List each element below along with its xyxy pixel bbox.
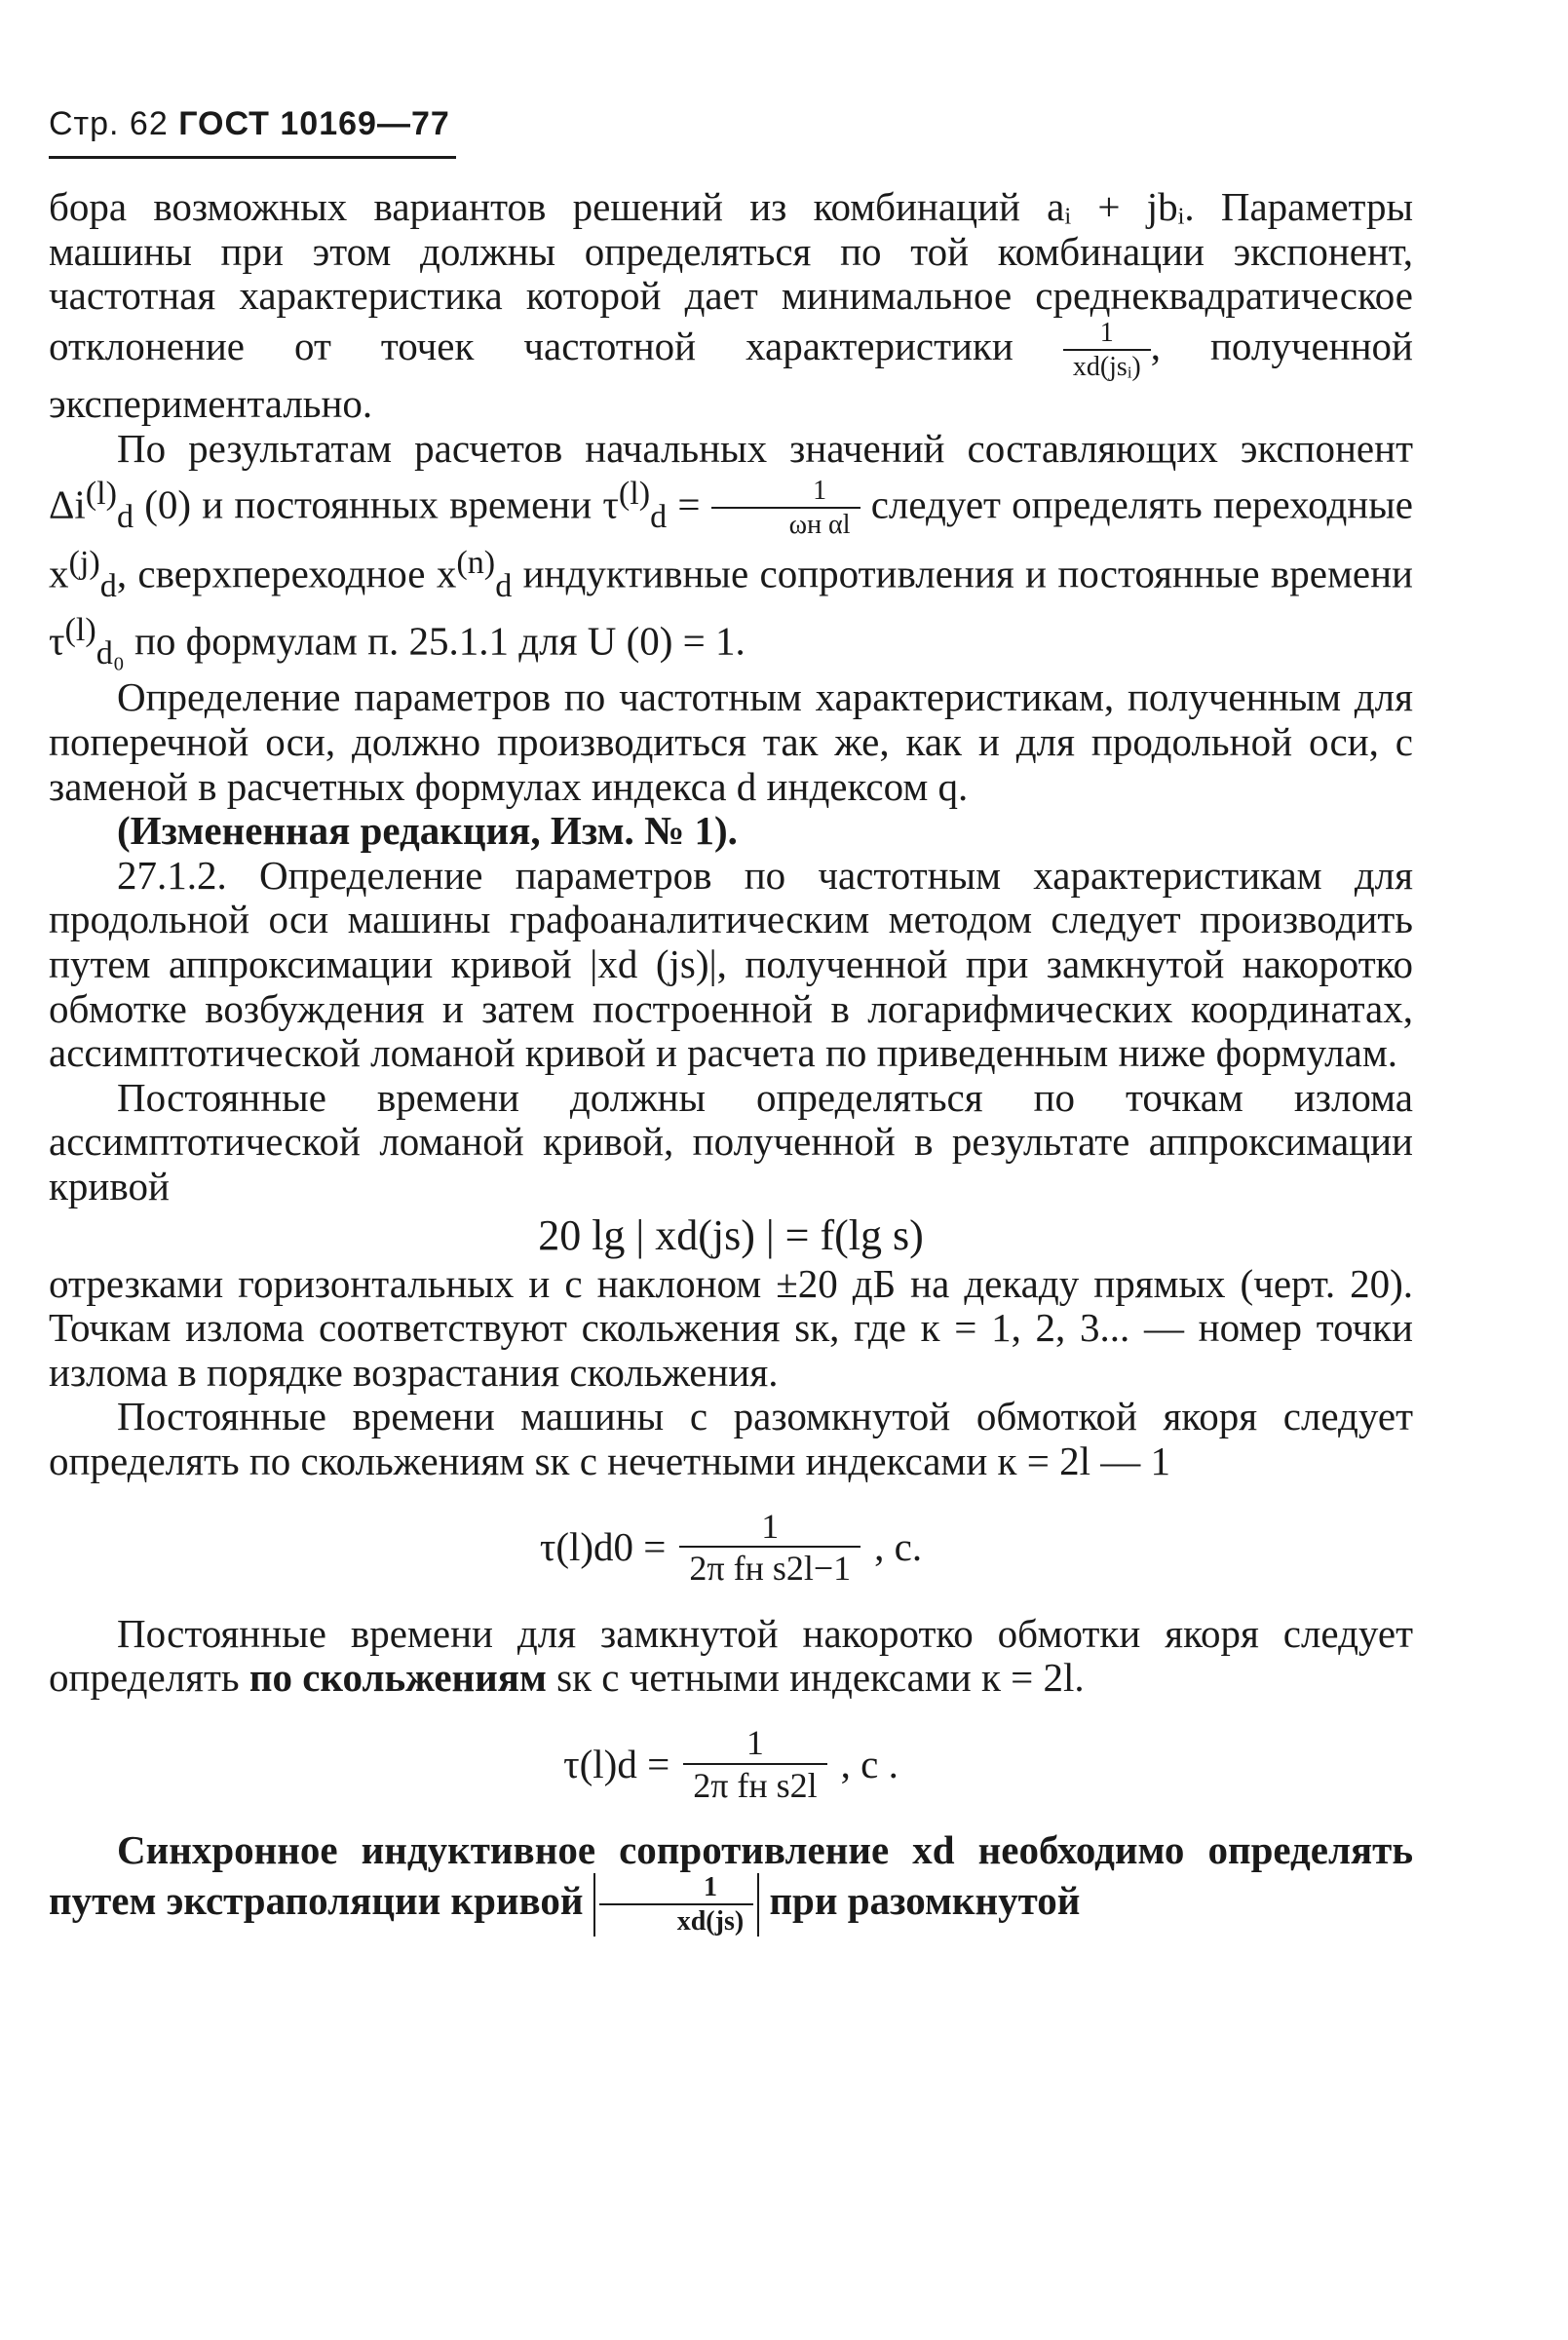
paragraph-27-1-2: 27.1.2. Определение параметров по частотным характеристикам для продольной оси машины графоаналитическим методом следует производить путем аппроксимации кривой |xd (js)|, полученной при замкнутой накоротко обмотке возбуждения и затем построенной в логарифмических координатах, ассимптотической ломаной кривой и расчета по приведенным ниже формулам.: [49, 852, 1413, 1076]
fraction-f2: $\frac{1}{\text{2π fн s2l−1}}$: [679, 1508, 860, 1589]
fraction-time-constant: $\frac{1}{\text{ωн αl}}$: [711, 477, 860, 541]
document-body: [49, 185, 1413, 1937]
page-header: [49, 105, 450, 143]
paragraph-7: Постоянные времени машины с разомкнутой обмоткой якоря следует определять по скольжениям sк с нечетными индексами к = 2l — 1: [49, 1394, 1413, 1483]
formula-log-curve: 20 lg | xd(js) | = f(lg s): [538, 1210, 924, 1259]
paragraph-3: Определение параметров по частотным характеристикам, полученным для поперечной оси, должно производиться так же, как и для продольной оси, с заменой в расчетных формулах индекса d индексом q.: [49, 674, 1413, 809]
paragraph-1: бора возможных вариантов решений из комбинаций aᵢ + jbᵢ. Параметры машины при этом должны определяться по той комбинации экспонент, частотная характеристика которой дает минимальное среднеквадратическое отклонение от точек частотной характеристики $\frac{1}{\text{xd(jsᵢ)}}$ , полученной экспериментально.: [49, 184, 1413, 427]
paragraph-6: отрезками горизонтальных и с наклоном ±20 дБ на декаду прямых (черт. 20). Точкам излома соответствуют скольжения sк, где к = 1, 2, 3... — номер точки излома в порядке возрастания скольжения.: [49, 1260, 1413, 1395]
abs-fraction-xd: $\frac{1}{xd(js)}$: [593, 1873, 759, 1937]
formula-short-circuit-time-constant: τ(l)d = $\frac{1}{\text{2π fн s2l}}$ , с .: [563, 1722, 899, 1805]
amendment-note: (Измененная редакция, Изм. № 1).: [117, 808, 738, 854]
header-rule: [49, 156, 456, 159]
paragraph-5: Постоянные времени должны определяться по точкам излома ассимптотической ломаной кривой, полученной в результате аппроксимации кривой: [49, 1074, 1413, 1209]
standard-number: ГОСТ 10169—77: [178, 105, 450, 142]
formula-open-circuit-time-constant: τ(l)d0 = $\frac{1}{\text{2π fн s2l−1}}$ , с.: [539, 1506, 923, 1589]
paragraph-8: Постоянные времени для замкнутой накоротко обмотки якоря следует определять по скольжениям sк с четными индексами к = 2l.: [49, 1610, 1413, 1701]
fraction-f3: $\frac{1}{\text{2π fн s2l}}$: [683, 1724, 826, 1805]
paragraph-9: Синхронное индуктивное сопротивление xd необходимо определять путем экстраполяции кривой $\frac{1}{xd(js)}$ при разомкнутой: [49, 1827, 1414, 1937]
paragraph-2: По результатам расчетов начальных значений составляющих экспонент $\Delta i^{(l)}_d$ (0) и постоянных времени $\tau^{(l)}_d$ = $\frac{1}{\text{ωн αl}}$ следует определять переходные $x^{(j)}_d$, сверхпереходное $x^{(n)}_d$ индуктивные сопротивления и постоянные времени $\tau^{(l)}_{d_0}$ по формулам п. 25.1.1 для U (0) = 1.: [49, 425, 1413, 671]
page-ref: Стр. 62: [49, 105, 169, 142]
fraction-inverse-xd: $\frac{1}{\text{xd(jsᵢ)}}$: [1063, 319, 1151, 383]
